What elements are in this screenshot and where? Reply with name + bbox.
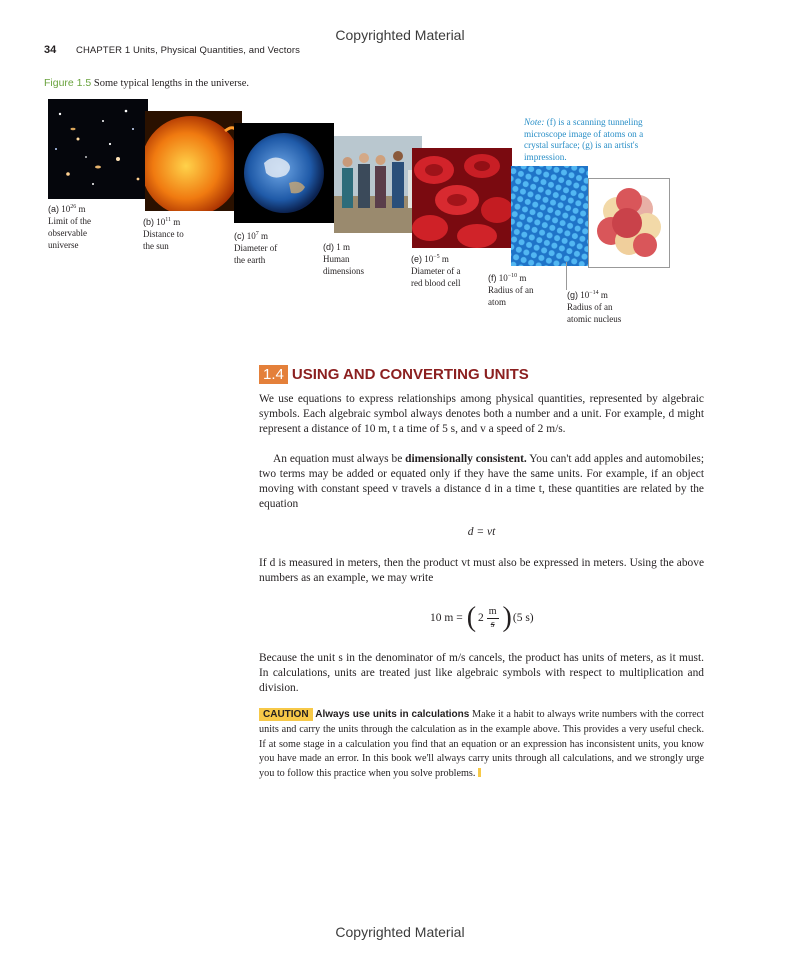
running-head: CHAPTER 1 Units, Physical Quantities, and Vectors bbox=[76, 45, 301, 56]
paragraph-2: An equation must always be dimensionally consistent. You can't add apples and automobiles; two terms may be added or equated only if they have the same units. For example, if an object moving with constant speed v travels a distance d in a time t, these quantities are related by the equation bbox=[259, 453, 704, 510]
atoms-illustration bbox=[511, 166, 588, 266]
image-sun bbox=[145, 111, 242, 211]
fraction: m s bbox=[488, 605, 497, 630]
paragraph-1: We use equations to express relationships among physical quantities, represented by algebraic symbols. Each algebraic symbol always denotes both a number and a unit. For example, d might represent a distance of 10 m, t a time of 5 s, and v a speed of 2 m/s. bbox=[259, 393, 704, 435]
earth-illustration bbox=[234, 123, 334, 223]
paragraph-3: If d is measured in meters, then the product vt must also be expressed in meters. Using the above numbers as an example, we may write bbox=[259, 557, 704, 584]
right-paren: ) bbox=[502, 602, 512, 633]
caution-box bbox=[259, 708, 704, 782]
equation-2 bbox=[430, 600, 534, 636]
panel-label-c: (c) $10^7$ m Diameter of the earth bbox=[234, 231, 278, 265]
panel-label-e: (e) $10^{-5}$ m Diameter of a red blood cell bbox=[411, 254, 461, 288]
panel-label-g: (g) $10^{-14}$ m Radius of an atomic nucleus bbox=[567, 290, 622, 324]
image-earth bbox=[234, 123, 334, 223]
watermark-bottom: Copyrighted Material bbox=[335, 924, 465, 940]
page-number: 34 bbox=[44, 44, 57, 56]
figure-caption bbox=[44, 77, 249, 89]
panel-label-b: (b) $10^{11}$ m Distance to the sun bbox=[143, 217, 184, 251]
panel-label-a: (a) $10^{26}$ m Limit of the observable universe bbox=[48, 204, 91, 250]
caution-heading: Always use units in calculations bbox=[315, 709, 470, 720]
image-nucleus bbox=[588, 178, 670, 268]
left-paren: ( bbox=[466, 602, 477, 633]
galaxies-illustration bbox=[48, 99, 148, 199]
nucleus-illustration bbox=[589, 179, 669, 267]
section-heading bbox=[259, 366, 529, 384]
paragraph-4: Because the unit s in the denominator of m/s cancels, the product has units of meters, as it must. In calculations, units are treated just like algebraic symbols with respect to multiplication and division. bbox=[259, 652, 704, 694]
figure-note: Note: (f) is a scanning tunneling microscope image of atoms on a crystal surface; (g) is an artist's impression. bbox=[524, 117, 644, 162]
people-illustration bbox=[334, 136, 422, 233]
equation-2-coef: 2 bbox=[478, 612, 484, 624]
end-marker-icon bbox=[478, 768, 481, 777]
section-title: USING AND CONVERTING UNITS bbox=[291, 366, 529, 383]
equation-2-rhs: (5 s) bbox=[512, 612, 534, 624]
figure-number: Figure 1.5 bbox=[44, 77, 92, 89]
equation-1: d = vt bbox=[467, 526, 496, 538]
sun-illustration bbox=[145, 111, 242, 211]
image-blood-cells bbox=[412, 148, 512, 248]
blood-cells-illustration bbox=[412, 148, 512, 248]
caution-tag: CAUTION bbox=[259, 708, 313, 721]
image-galaxies bbox=[48, 99, 148, 199]
section-number: 1.4 bbox=[259, 365, 288, 384]
panel-label-d: (d) 1 m Human dimensions bbox=[323, 242, 365, 276]
watermark-top: Copyrighted Material bbox=[335, 27, 465, 43]
panel-label-f: (f) $10^{-10}$ m Radius of an atom bbox=[488, 273, 534, 307]
image-atoms bbox=[511, 166, 588, 266]
equation-2-lhs: 10 m = bbox=[430, 612, 463, 624]
nucleus-leader-line bbox=[566, 262, 567, 290]
figure-caption-text: Some typical lengths in the universe. bbox=[93, 78, 250, 89]
caution-text: Make it a habit to always write numbers with the correct units and carry the units through the calculation as in the example above. This provides a very useful check. If at some stage in a calculation you find that an equation or an expression has inconsistent units, you know you have made an error. In this book we'll always carry units through all calculations, and we strongly urge you to follow this practice when you solve problems. bbox=[259, 709, 704, 780]
image-people bbox=[334, 136, 422, 233]
